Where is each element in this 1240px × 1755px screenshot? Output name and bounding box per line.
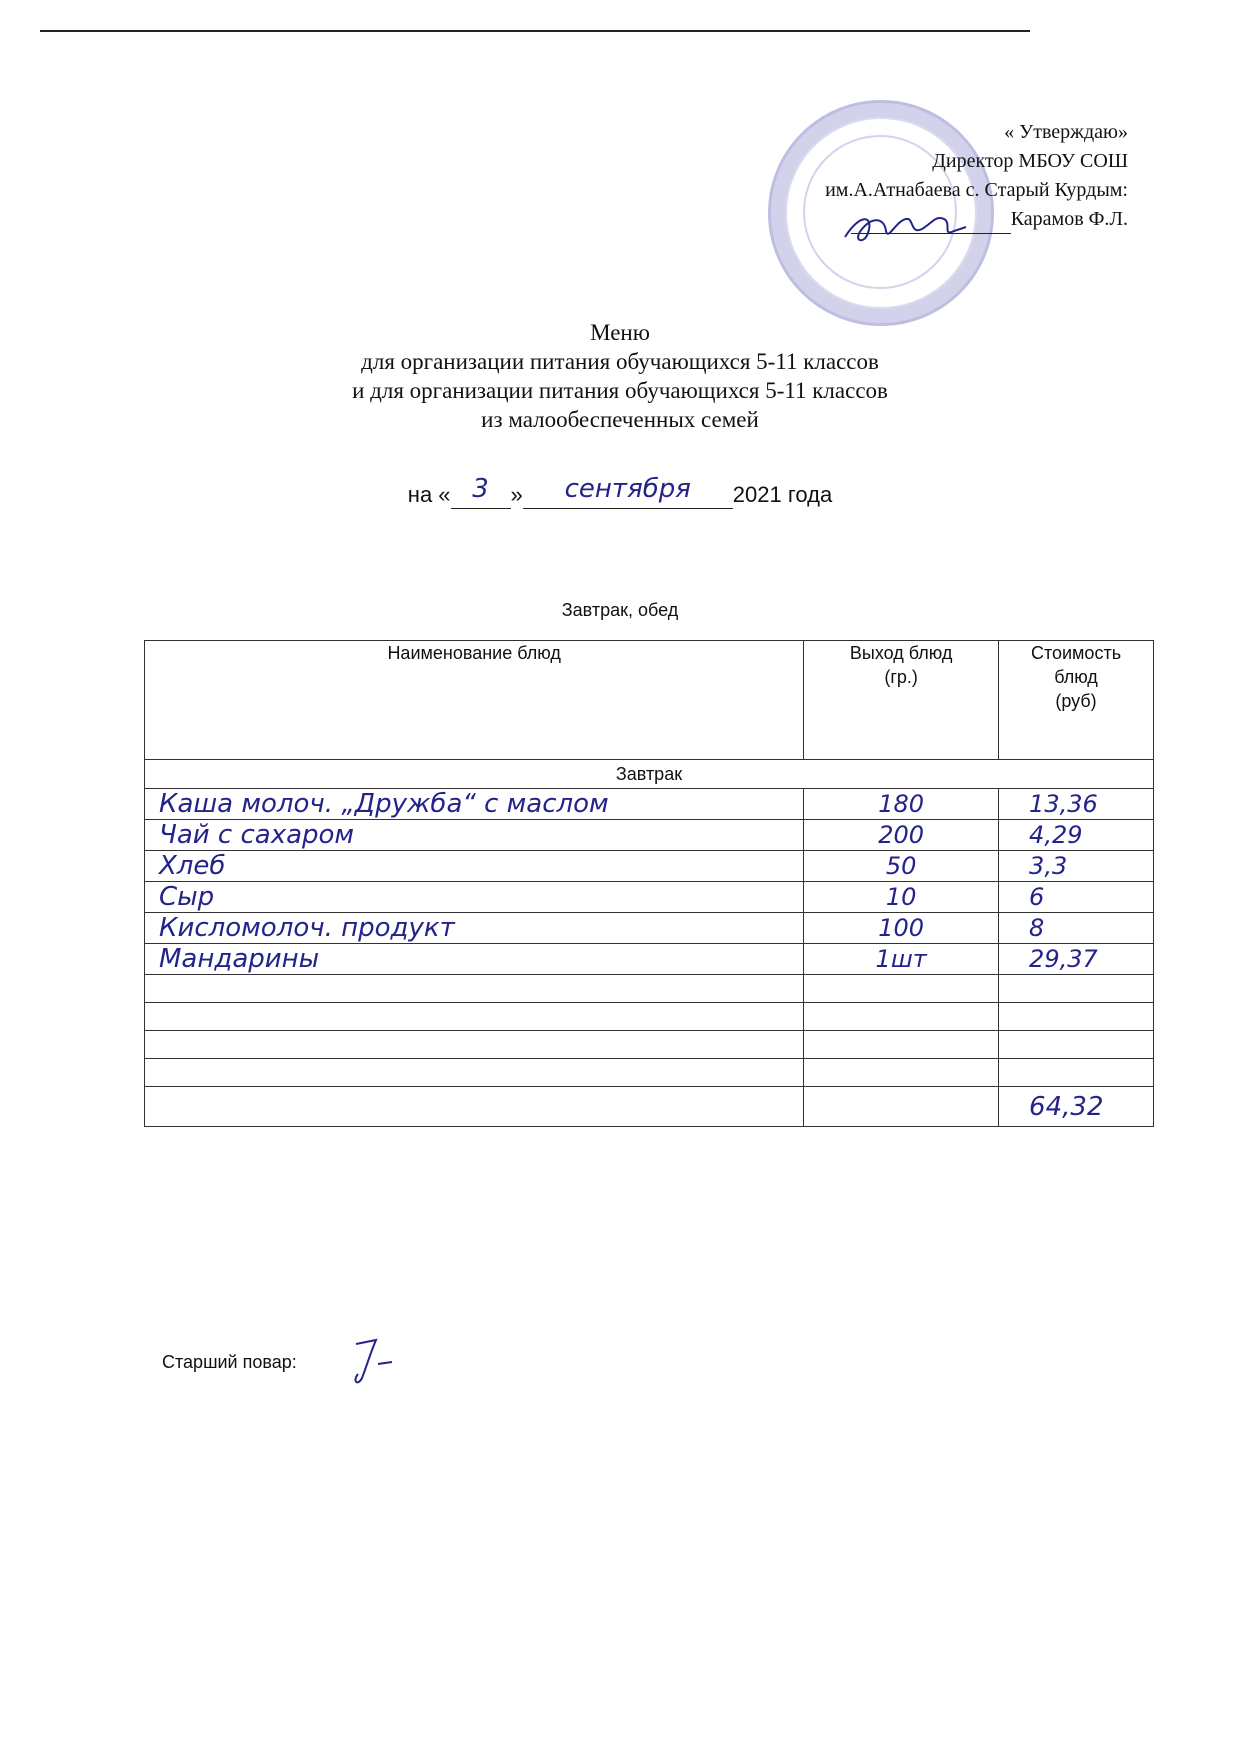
table-row	[145, 789, 1154, 820]
table-row-empty	[145, 1031, 1154, 1059]
header-weight: Выход блюд (гр.)	[804, 641, 999, 760]
date-line	[0, 474, 1240, 509]
dish-name: Сыр	[145, 882, 804, 913]
meal-subtitle: Завтрак, обед	[561, 600, 679, 620]
dish-weight: 10	[804, 882, 999, 913]
date-day: 3	[472, 474, 489, 504]
dish-cost: 13,36	[999, 789, 1154, 820]
table-row	[145, 913, 1154, 944]
total-cost: 64,32	[999, 1087, 1154, 1127]
document-title	[0, 318, 1240, 434]
section-row	[145, 760, 1154, 789]
total-row	[145, 1087, 1154, 1127]
table-row	[145, 820, 1154, 851]
date-mid: »	[510, 482, 523, 507]
dish-weight: 1шт	[804, 944, 999, 975]
approval-school: им.А.Атнабаева с. Старый Курдым:	[825, 179, 1128, 201]
table-row-empty	[145, 975, 1154, 1003]
dish-name: Мандарины	[145, 944, 804, 975]
director-signature	[840, 205, 970, 255]
dish-weight: 100	[804, 913, 999, 944]
title-line-3: и для организации питания обучающихся 5-11 классов	[352, 378, 888, 403]
table-row	[145, 944, 1154, 975]
section-breakfast: Завтрак	[145, 760, 1154, 789]
table-row	[145, 882, 1154, 913]
senior-cook-label: Старший повар:	[162, 1352, 297, 1372]
dish-cost: 4,29	[999, 820, 1154, 851]
dish-weight: 200	[804, 820, 999, 851]
title-line-1: Меню	[590, 320, 650, 345]
top-border-line	[40, 30, 1030, 32]
menu-table	[144, 640, 1154, 1127]
dish-cost: 29,37	[999, 944, 1154, 975]
date-month: сентября	[564, 474, 691, 504]
dish-name: Хлеб	[145, 851, 804, 882]
dish-weight: 180	[804, 789, 999, 820]
cook-signature	[348, 1330, 408, 1390]
date-prefix: на «	[407, 482, 451, 507]
header-dish-name: Наименование блюд	[145, 641, 804, 760]
approval-position: Директор МБОУ СОШ	[932, 150, 1128, 172]
approval-heading: « Утверждаю»	[1004, 121, 1128, 143]
dish-cost: 3,3	[999, 851, 1154, 882]
dish-cost: 8	[999, 913, 1154, 944]
header-cost: Стоимость блюд (руб)	[999, 641, 1154, 760]
title-line-2: для организации питания обучающихся 5-11 классов	[361, 349, 879, 374]
date-month-field	[523, 474, 733, 509]
table-row	[145, 851, 1154, 882]
date-suffix: 2021 года	[732, 482, 833, 507]
dish-name: Каша молоч. „Дружба“ с маслом	[145, 789, 804, 820]
director-name: Карамов Ф.Л.	[1010, 208, 1128, 230]
dish-cost: 6	[999, 882, 1154, 913]
table-row-empty	[145, 1059, 1154, 1087]
dish-weight: 50	[804, 851, 999, 882]
date-day-field	[451, 474, 511, 509]
table-header-row	[145, 641, 1154, 760]
dish-name: Чай с сахаром	[145, 820, 804, 851]
dish-name: Кисломолоч. продукт	[145, 913, 804, 944]
table-row-empty	[145, 1003, 1154, 1031]
title-line-4: из малообеспеченных семей	[481, 407, 759, 432]
